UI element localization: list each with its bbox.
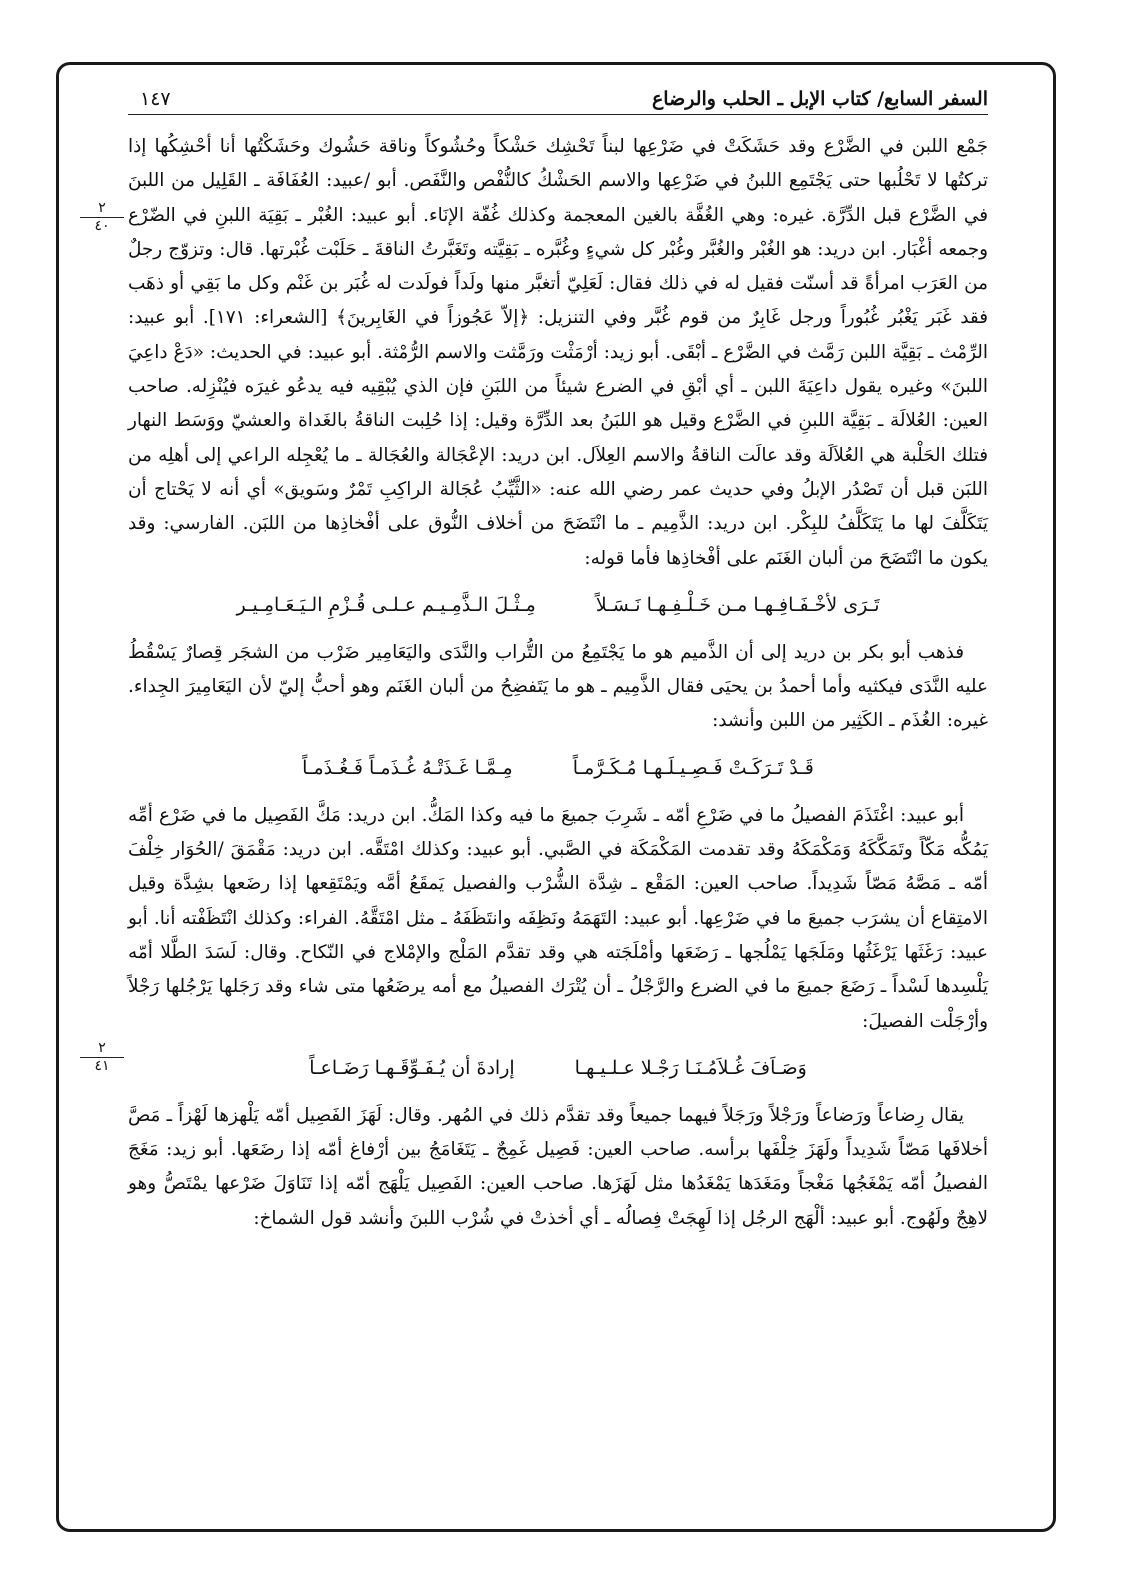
paragraph: يقال رِضاعاً ورَضاعاً ورَجْلاً ورَجَلاً فيهما جميعاً وقد تقدَّم ذلك في المُهر. وقال: لَهَزَ الفَصِيل أمّه يَلْهزها لَهْزاً ـ مَصَّ أخلافَها مَصّاً شَدِيداً ولَهَزَ خِلْفَها برأسه. صاحب العين: فَصِيل غَمِجٌ ـ يَتَغَامَجُ بين أرْفاغ أمّه إذا رضَعَها. أبو زيد: مَغَجَ الفصيلُ أمّه يَمْغَجُها مَغْجاً ومَغَدَها يَمْغَدُها مثل لَهَزَها. صاحب العين: الفَصِيل يَلْهَج أمّه إذا تَنَاوَلَ ضَرْعها يمْتَصُّ وهو لاهِجٌ ولَهُوج. أبو عبيد: ألْهَج الرجُل إذا لَهِجَتْ فِصالُه ـ أي أخذتْ في شُرْب اللبنَ وأنشد قول الشماخ: [128, 1104, 988, 1229]
page-number: ١٤٧ [140, 88, 171, 110]
verse-hemistich: مِـثْـلَ الـذَّمِـيـم عـلـى قُـزْمِ الـيَـعَـامِـيـر [236, 593, 536, 616]
verse-hemistich: قَـدْ تَـرَكَـتْ فَـصِـيـلَـهـا مُـكَـرَّمـاً [572, 756, 814, 779]
paragraph: أبو عبيد: اغْتَذَمَ الفصيلُ ما في ضَرْعِ أمّه ـ شَرِبَ جميعَ ما فيه وكذا المَكُّ. ابن دريد: مَكَّ الفَصِيل ما في ضَرْع أمِّه يَمُكُّه مَكّاً وتَمَكَّكَهُ وَمَكْمَكَهُ وقد تقدمت المَكْمَكَة في الصَّبي. أبو عبيد: وكذلك امْتَقَّه. ابن دريد: مَقْمَقَ /الحُوَار خِلْفَ أمّه ـ مَصَّهُ مَصّاً شَدِيداً. صاحب العين: المَقْع ـ شِدَّة الشُّرْب والفصيل يَمقَعُ أمَّه ويَمْتَقِعها إذا رضَعها بشِدَّة وقيل الامتِقاع أن يشرَب جميعَ ما في ضَرْعِها. أبو عبيد: التَهَمَهُ ونَظِفَه وانتَظَفَهُ ـ مثل امْتَقَّهُ. الفراء: وكذلك انْتَظَفْته أنا. أبو عبيد: رَغَثَها يَرْغَثُها ومَلَجَها يَمْلُجها ـ رَضَعَها وأمْلَجَته هي وقد تقدَّم المَلْج والإمْلاج في النّكاح. وقال: لَسَدَ الطَّلا أمّه يَلْسِدها لَسْداً ـ رَضَعَ جميعَ ما في الضرع والرَّجْلُ ـ أن يُتْرَك الفصيلُ مع أمه يرضَعُها متى شاء وقد رَجَلها يَرْجُلها رَجْلاً وأرْجَلْت الفصيلَ: [128, 804, 989, 1032]
paragraph: فذهب أبو بكر بن دريد إلى أن الذَّميم هو ما يَجْتَمِعُ من التُّراب والنَّدَى واليَعَامِير ضَرْب من الشجَر قِصارٌ يَسْقُطُ عليه النَّدَى فيكثيه وأما أحمدُ بن يحيَى فقال الذَّمِيم ـ هو ما يَتَفضِحُ من ألبان الغَنَم وهو أحبُّ إليّ لأن اليَعَامِيرَ الجِداء. غيره: الغُذَم ـ الكَثِير من اللبن وأنشد: [128, 641, 988, 732]
verse-hemistich: وَصَـاَفَ غُـلاَمُـنَـا رَجْـلا عـلـيـهـا [574, 1056, 807, 1079]
verse-hemistich: إرادةَ أن يُـفَـوِّقَـهـا رَضَـاعـاً [309, 1056, 515, 1079]
verse-line [128, 588, 988, 622]
margin-marker: ٢ ٤١ [80, 1040, 124, 1075]
paragraph: جَمْع اللبن في الضَّرْع وقد حَشَكَتْ في ضَرْعِها لبناً تَحْشِك حَشْكاً وحُشُوكاً وناقة حَشُوك وحَشَكْتُها أنا أحْشِكُها إذا تركتُها لا تَحْلُبها حتى يَجْتَمِع اللبنُ في ضَرْعِها والاسم الحَشْكُ كالنُّفْص والنَّفَص. أبو /عبيد: العُفَافَة ـ القَلِيل من اللبنَ في الضَّرْع قبل الدِّرَّة. غيره: وهي الغُفَّة بالغين المعجمة وكذلك غُفّة الإنَاء. أبو عبيد: الغُبْر ـ بَقِيَة اللبنِ في الضّرْع وجمعه أغْبَار. ابن دريد: هو الغُبْر والغُبَّر وغُبْر كل شيءٍ وغُبَّره ـ بَقِيَّته وتَغَبَّرتُ الناقةَ ـ حَلَبْت غُبْرتها. قال: وتزوّج رجلٌ من العَرَب امرأةً قد أسنّت فقيل له في ذلك فقال: لَعَلِيّ أتغبَّر منها ولَداً فولَدت له غُبَر بن غَنْم وكل ما بَقِي أو ذهَب فقد غَبَر يَغْبُر غُبُوراً ورجل غَابِرٌ من قوم غُبَّر وفي التنزيل: ﴿إلاّ عَجُوزاً في الغَابِرينَ﴾ [الشعراء: ١٧١]. أبو عبيد: الرِّمْث ـ بَقِيَّة اللبن رَمَّث في الضَّرْع ـ أبْقَى. أبو زيد: أرْمَثْت ورَمَّثت والاسم الرُّمْثة. أبو عبيد: في الحديث: «دَعْ داعِيَ اللبنَ» وغيره يقول داعِيَةَ اللبن ـ أي أبْقِ في الضرع شيئاً من اللبَنِ فإن الذي يُبْقِيه فيه يدعُو غيرَه فيُنْزِله. صاحب العين: العُلالَة ـ بَقِيَّة اللبنِ في الضَّرْع وقيل هو اللبَنُ بعد الدِّرَّة وقيل: إذا حُلِبت الناقةُ بالغَداة والعشيّ ووَسَط النهار فتلك الحَلْبة هي العُلاَلَة وقد عالَت الناقةُ والاسم العِلاَل. ابن دريد: الإعْجَالة والعُجَالة ـ ما يُعْجِله الراعي إلى أهلِه من اللبَن قبل أن تَصْدُر الإبلُ وفي حديث عمر رضي الله عنه: «الثَّيِّبُ عُجَالة الراكِبِ تَمْرٌ وسَويق» أي أنه لا يَحْتاج أن يَتَكَلَّفَ لها ما يَتَكَلَّفُ للبِكْر. ابن دريد: الذَّمِيم ـ ما انْتَضَحَ من أخلاف النُّوق على أفْخاذِها من اللبَن. الفارسي: وقد يكون ما انْتَضَحَ من ألبان الغَنَم على أفْخاذِها فأما قوله: [128, 136, 988, 569]
main-text [128, 130, 988, 1236]
running-title: السفر السابع/ كتاب الإبل ـ الحلب والرضاع [651, 88, 988, 110]
verse-line [128, 1051, 988, 1085]
verse-line [128, 751, 988, 785]
verse-hemistich: مِـمَّـا غَـذَتْـهُ غُـذَمـاً فَـغُـذَمـاً [302, 756, 513, 779]
page-header [128, 82, 988, 115]
verse-hemistich: تَـرَى لأخْـفَـافِـهـا مـن خَـلْـفِـهـا نَـسَـلاً [595, 593, 880, 616]
margin-marker: ٢ ٤٠ [80, 200, 124, 235]
